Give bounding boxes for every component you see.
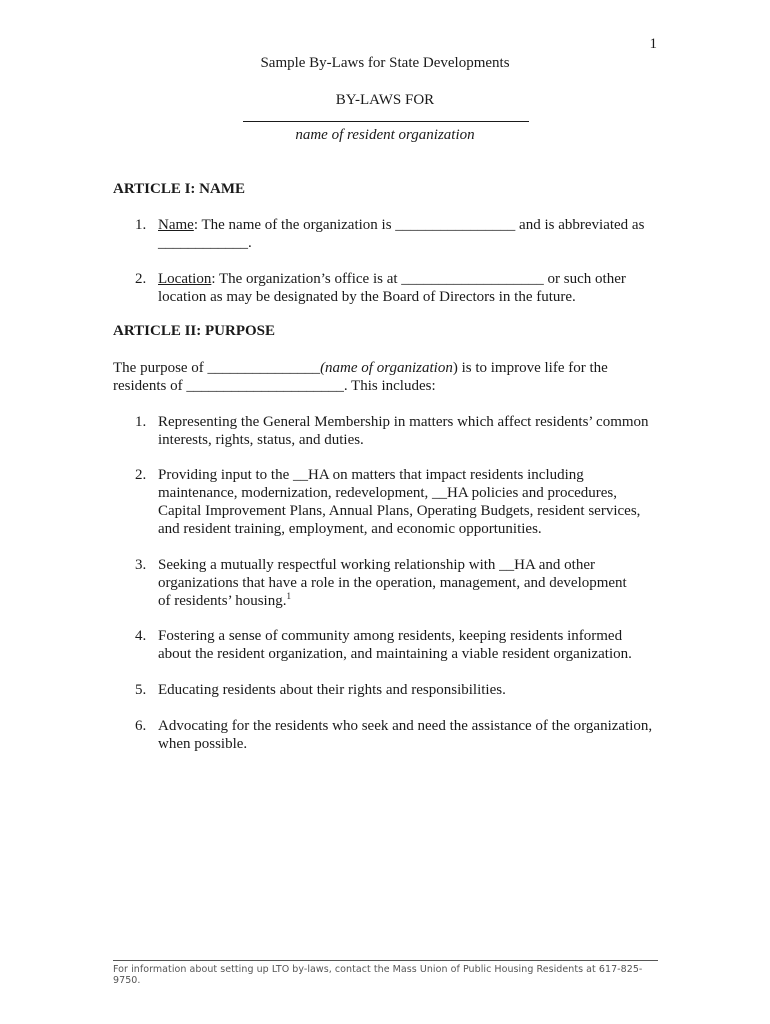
list-item-line: Fostering a sense of community among residents, keeping residents informed (158, 628, 623, 644)
article-2-item-4 (135, 627, 660, 663)
list-item-text (158, 466, 660, 538)
footer-note: For information about setting up LTO by-laws, contact the Mass Union of Public Housing Residents at 617-825-9750. (113, 964, 643, 986)
list-item-line: interests, rights, status, and duties. (158, 432, 364, 448)
list-number: 1. (135, 217, 147, 233)
article-2-item-3 (135, 556, 660, 610)
document-title: Sample By-Laws for State Developments (260, 55, 510, 71)
list-item-line: Advocating for the residents who seek and need the assistance of the organization, (158, 718, 653, 734)
list-number: 1. (135, 414, 147, 430)
purpose-intro-italic: (name of organization (320, 360, 453, 376)
article-2-item-1 (135, 413, 660, 449)
footnote-marker: 1 (286, 591, 291, 601)
list-item-text (158, 216, 660, 252)
list-item-text (158, 556, 660, 610)
article-1-heading: ARTICLE I: NAME (113, 181, 245, 197)
list-item-line: : The name of the organization is ________________ and is abbreviated as (193, 217, 645, 233)
purpose-intro-text: residents of _____________________. This includes: (113, 378, 436, 394)
list-item-line: Capital Improvement Plans, Annual Plans, Operating Budgets, resident services, (158, 503, 641, 519)
list-item-text (158, 681, 660, 699)
list-number: 3. (135, 557, 147, 573)
list-item-text (158, 627, 660, 663)
list-item-line: organizations that have a role in the operation, management, and development (158, 575, 627, 591)
list-item-line: and resident training, employment, and economic opportunities. (158, 521, 542, 537)
list-item-text (158, 270, 660, 306)
list-item-line: when possible. (158, 736, 248, 752)
article-1-item-location (135, 270, 660, 306)
footer-divider (113, 960, 658, 961)
list-item-text (158, 413, 660, 449)
page-number: 1 (649, 36, 657, 52)
article-2-item-6 (135, 717, 660, 753)
list-number: 5. (135, 682, 147, 698)
list-item-line: Representing the General Membership in matters which affect residents’ common (158, 414, 649, 430)
purpose-intro-text: The purpose of _______________ (113, 360, 321, 376)
article-1-item-name (135, 216, 660, 252)
list-item-line: location as may be designated by the Board of Directors in the future. (158, 289, 576, 305)
list-item-line: ____________. (158, 235, 252, 251)
article-2-item-5 (135, 681, 660, 699)
list-number: 6. (135, 718, 147, 734)
article-2-item-2 (135, 466, 660, 538)
list-item-text (158, 717, 660, 753)
organization-name-caption: name of resident organization (295, 127, 475, 143)
purpose-intro-paragraph (113, 359, 658, 395)
term-name: Name (158, 217, 194, 233)
term-location: Location (158, 271, 212, 287)
list-number: 2. (135, 271, 147, 287)
list-item-line: maintenance, modernization, redevelopment, __HA policies and procedures, (158, 485, 618, 501)
article-2-heading: ARTICLE II: PURPOSE (113, 323, 275, 339)
organization-name-blank-line (243, 121, 529, 122)
list-item-line: Providing input to the __HA on matters that impact residents including (158, 467, 584, 483)
list-number: 2. (135, 467, 147, 483)
list-number: 4. (135, 628, 147, 644)
list-item-line: Seeking a mutually respectful working relationship with __HA and other (158, 557, 595, 573)
purpose-intro-text: ) is to improve life for the (452, 360, 608, 376)
bylaws-for-heading: BY-LAWS FOR (335, 92, 435, 108)
list-item-line: Educating residents about their rights and responsibilities. (158, 682, 506, 698)
list-item-line: of residents’ housing. (158, 593, 287, 609)
list-item-line: about the resident organization, and maintaining a viable resident organization. (158, 646, 632, 662)
list-item-line: : The organization’s office is at ___________________ or such other (211, 271, 626, 287)
